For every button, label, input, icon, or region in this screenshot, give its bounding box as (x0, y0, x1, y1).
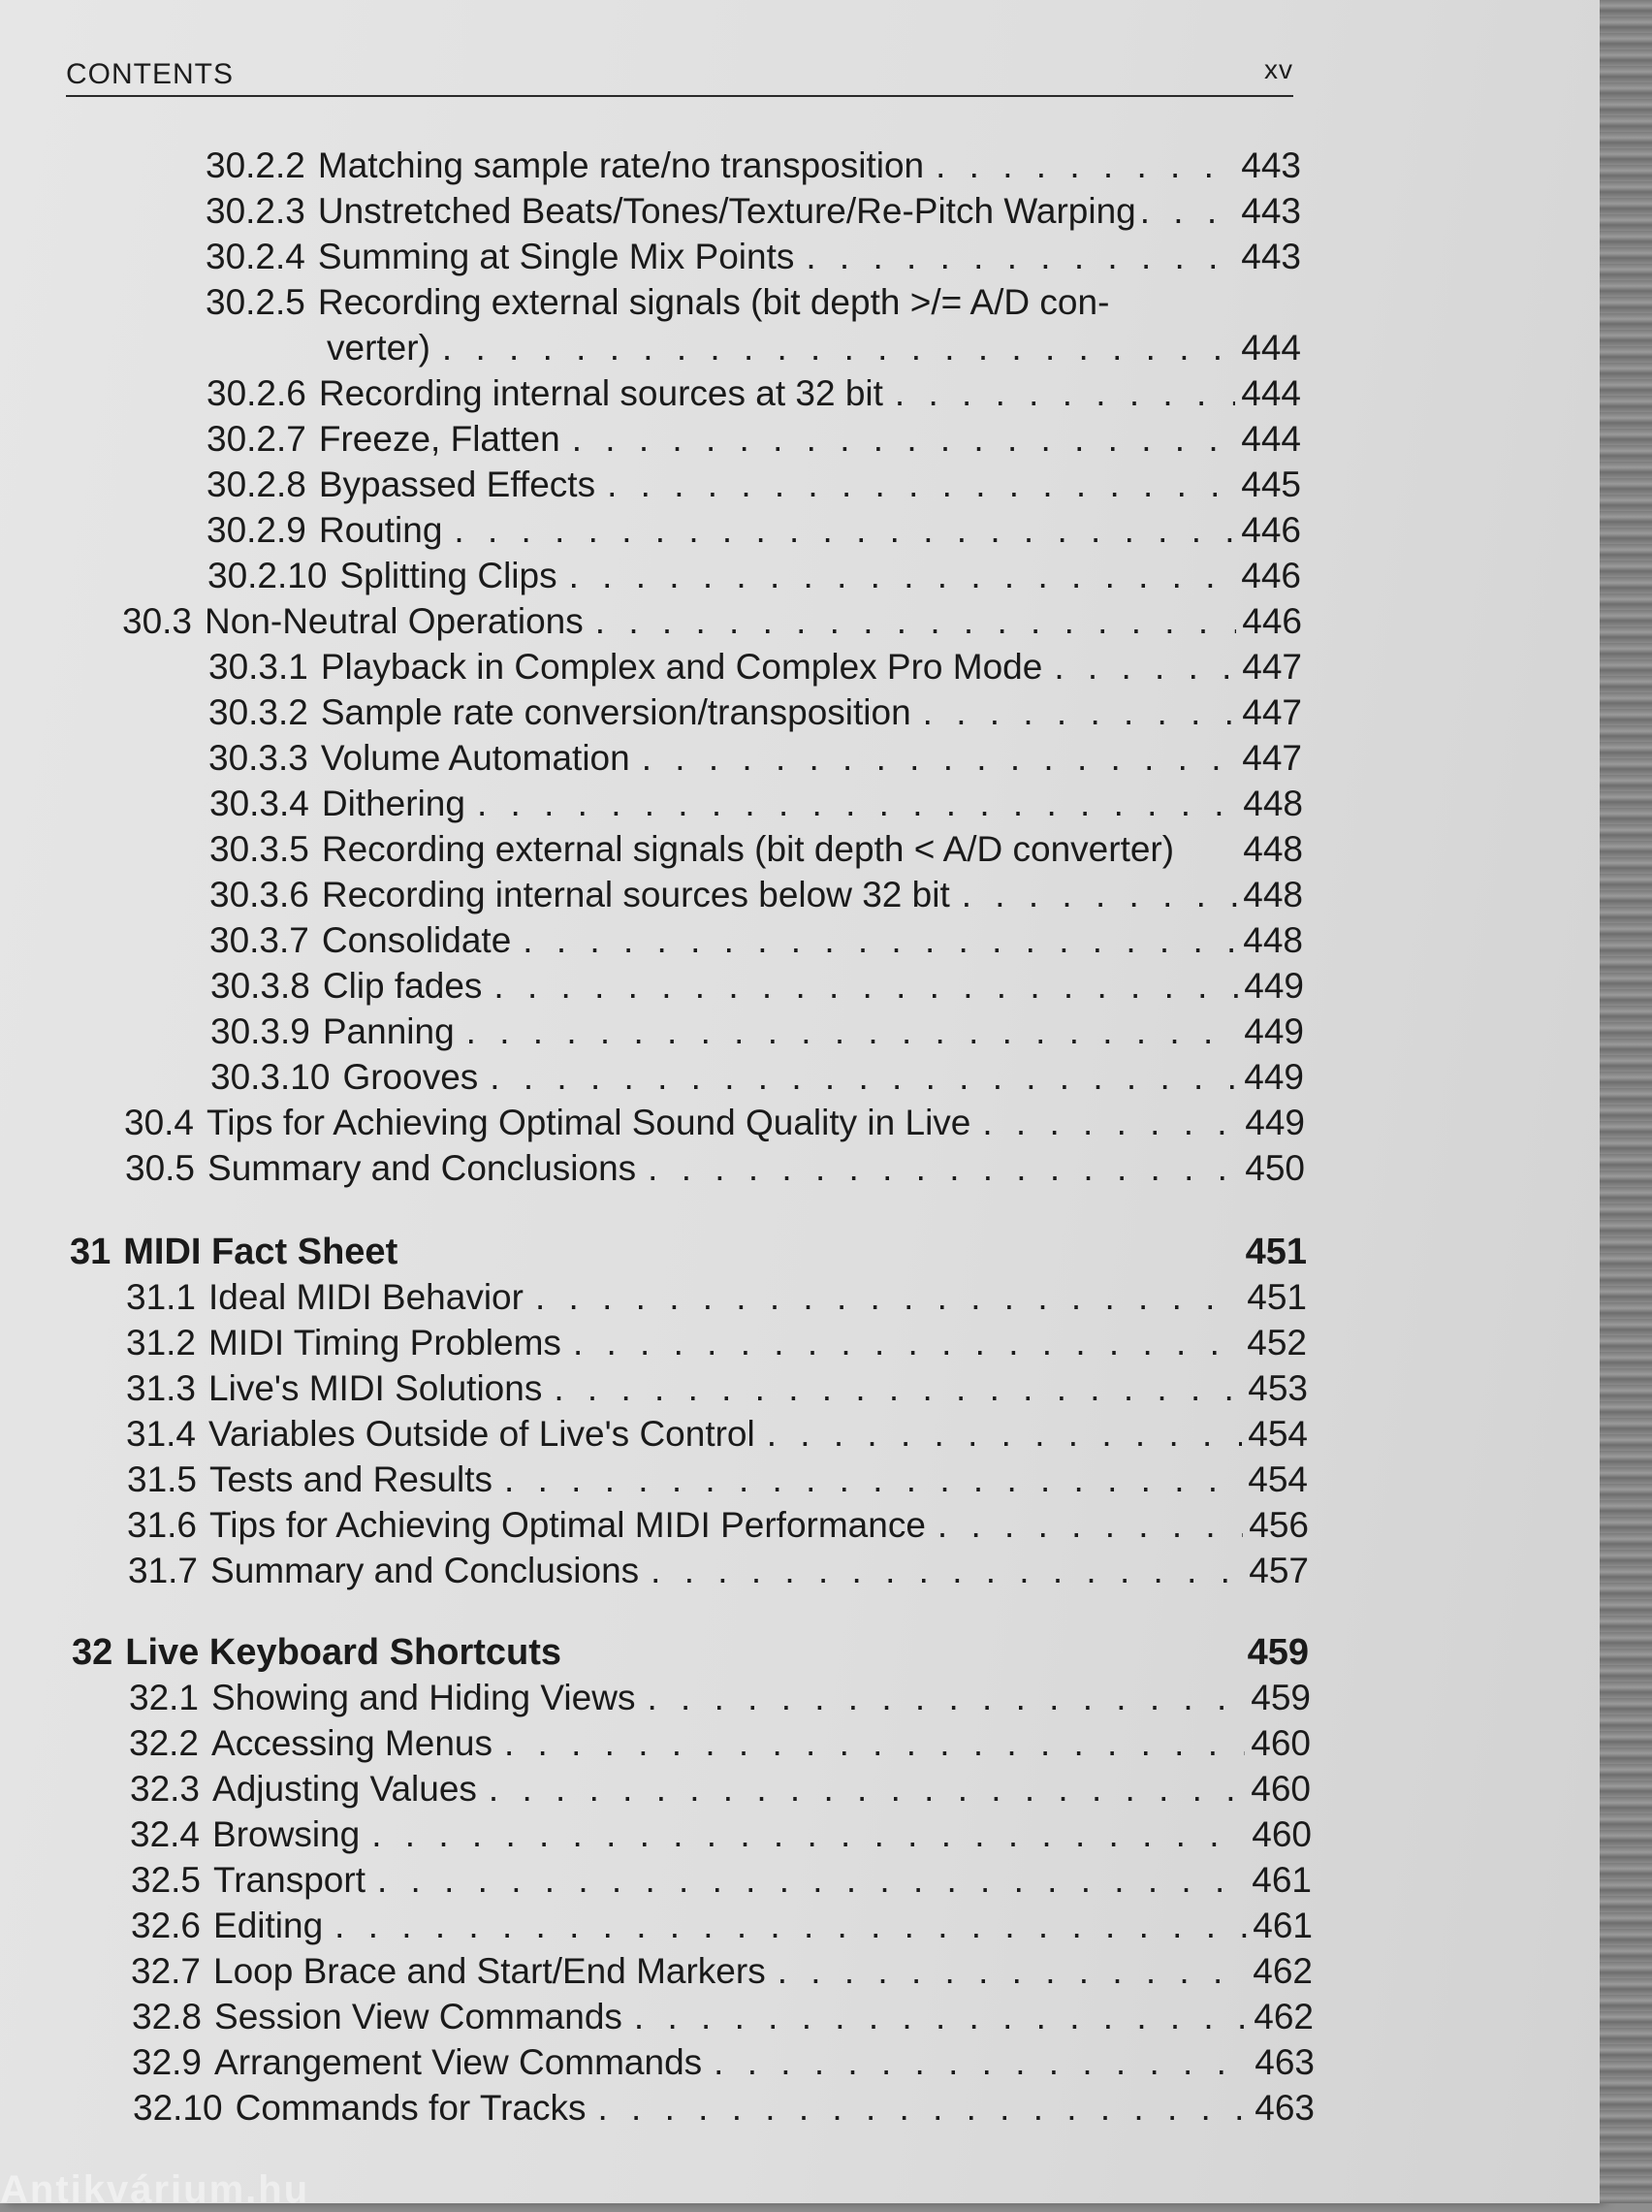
toc-entry-number: 30.3 (122, 601, 193, 641)
toc-entry-title: Browsing (212, 1814, 361, 1854)
toc-entry-title: Matching sample rate/no transposition (317, 145, 925, 185)
toc-entry (206, 419, 1301, 464)
toc-entry-title: Panning (322, 1011, 455, 1051)
dot-leader (937, 1505, 1243, 1546)
toc-entry-title: Live's MIDI Solutions (208, 1368, 543, 1408)
toc-entry (127, 1459, 1308, 1504)
dot-leader (334, 1906, 1247, 1946)
running-head (66, 50, 1293, 97)
toc-entry-title: Recording external signals (bit depth >/= A/D con- (317, 282, 1110, 322)
dot-leader (477, 784, 1237, 824)
dot-leader (523, 920, 1237, 961)
toc-entry-page: 456 (1249, 1505, 1309, 1545)
toc-entry (206, 510, 1301, 555)
toc-entry (126, 1368, 1308, 1413)
toc-entry-page: 459 (1251, 1678, 1311, 1717)
toc-entry-page: 443 (1241, 237, 1301, 276)
toc-entry (130, 1769, 1311, 1813)
toc-entry (208, 647, 1302, 691)
toc-entry-page: 448 (1243, 829, 1303, 869)
toc-entry-number: 30.3.1 (208, 647, 308, 687)
toc-entry-title: Freeze, Flatten (318, 419, 560, 459)
dot-leader (634, 1997, 1248, 2037)
toc-entry-title: Ideal MIDI Behavior (208, 1277, 524, 1317)
toc-entry-number: 30.3.4 (209, 784, 309, 823)
toc-entry (122, 601, 1302, 646)
dot-leader (569, 556, 1235, 596)
toc-entry-page: 451 (1247, 1277, 1307, 1317)
toc-entry (129, 1723, 1311, 1768)
dot-leader (489, 1769, 1245, 1810)
toc-entry-number: 32.5 (131, 1860, 202, 1900)
toc-entry-page: 446 (1242, 601, 1302, 641)
dot-leader (642, 738, 1236, 779)
toc-entry-number: 30.3.5 (209, 829, 309, 869)
toc-entry-page: 450 (1245, 1148, 1305, 1188)
toc-entry-title: Summary and Conclusions (207, 1148, 637, 1188)
toc-entry-page: 454 (1248, 1459, 1308, 1499)
toc-entry (131, 1860, 1312, 1905)
toc-entry-number: 30.3.8 (210, 966, 310, 1006)
toc-chapter-number: 32 (72, 1632, 113, 1673)
dot-leader (504, 1723, 1245, 1764)
toc-entry-title: Recording internal sources at 32 bit (318, 373, 883, 413)
toc-entry-page: 444 (1241, 373, 1301, 413)
dot-leader (806, 237, 1235, 277)
toc-entry-number: 30.3.7 (209, 920, 309, 960)
running-head-page-number: xv (1264, 54, 1293, 84)
toc-entry-page: 445 (1241, 465, 1301, 504)
toc-entry-page: 454 (1248, 1414, 1308, 1454)
toc-entry-title: Sample rate conversion/transposition (320, 692, 911, 732)
toc-entry (126, 1414, 1308, 1459)
dot-leader (595, 601, 1236, 642)
dot-leader (647, 1678, 1245, 1718)
toc-entry-number: 30.3.9 (210, 1011, 310, 1051)
toc-entry (206, 282, 1301, 327)
dot-leader (535, 1277, 1241, 1318)
toc-entry-number: 32.3 (130, 1769, 201, 1809)
toc-entry-page: 447 (1242, 738, 1302, 778)
dot-leader (714, 2042, 1249, 2083)
dot-leader (982, 1103, 1239, 1143)
toc-entry-number: 30.2.3 (206, 191, 305, 231)
toc-entry-title: Recording internal sources below 32 bit (321, 875, 950, 914)
toc-entry-title: Arrangement View Commands (214, 2042, 703, 2082)
toc-entry-title: Tips for Achieving Optimal MIDI Performance (209, 1505, 926, 1545)
dot-leader (607, 465, 1235, 505)
dot-leader (442, 328, 1235, 369)
toc-entry (206, 191, 1301, 236)
toc-entry-number: 30.5 (125, 1148, 196, 1188)
toc-entry (133, 2088, 1315, 2132)
toc-entry (132, 2042, 1315, 2087)
toc-entry (130, 1814, 1312, 1859)
toc-entry (124, 1103, 1305, 1147)
toc-entry-title: Routing (318, 510, 443, 550)
toc-entry-number: 31.6 (127, 1505, 198, 1545)
toc-entry-title: Tests and Results (209, 1459, 493, 1499)
toc-entry-title: Adjusting Values (212, 1769, 477, 1809)
toc-entry-title: Recording external signals (bit depth < A/D converter) (321, 829, 1175, 869)
toc-entry-title: Bypassed Effects (318, 465, 596, 504)
toc-entry-page: 448 (1243, 784, 1303, 823)
dot-leader (504, 1459, 1242, 1500)
toc-entry-page: 463 (1255, 2042, 1315, 2082)
toc-entry-title: Loop Brace and Start/End Markers (213, 1951, 766, 1991)
toc-entry-number: 31.3 (126, 1368, 197, 1408)
toc-chapter (70, 1232, 1307, 1276)
toc-entry-page: 446 (1241, 556, 1301, 595)
dot-leader (923, 692, 1236, 733)
toc-entry-number: 32.1 (129, 1678, 200, 1717)
toc-entry (210, 966, 1304, 1010)
toc-entry (208, 692, 1302, 737)
toc-entry (209, 784, 1303, 828)
toc-entry-number: 32.6 (131, 1906, 202, 1945)
toc-entry-title: Clip fades (322, 966, 483, 1006)
toc-chapter-title: MIDI Fact Sheet (123, 1232, 398, 1272)
toc-entry-page: 443 (1241, 145, 1301, 185)
toc-entry-title: Consolidate (321, 920, 512, 960)
toc-chapter (72, 1632, 1309, 1677)
toc-chapter-page: 451 (1245, 1232, 1307, 1272)
toc-entry-number: 30.2.5 (206, 282, 305, 322)
toc-entry-title: Dithering (321, 784, 465, 823)
toc-entry-continuation (327, 328, 1301, 372)
toc-entry-number: 32.4 (130, 1814, 201, 1854)
toc-entry-title: Tips for Achieving Optimal Sound Quality in Live (206, 1103, 971, 1142)
toc-entry-page: 462 (1254, 1997, 1314, 2036)
toc-entry-page: 444 (1241, 328, 1301, 368)
dot-leader (895, 373, 1235, 414)
toc-entry-page: 460 (1252, 1814, 1312, 1854)
toc-entry-title: Transport (213, 1860, 365, 1900)
toc-entry (209, 875, 1303, 919)
toc-entry (210, 1011, 1304, 1056)
toc-entry (206, 465, 1301, 509)
toc-entry-number: 30.2.4 (206, 237, 305, 276)
toc-entry-title: Splitting Clips (339, 556, 557, 595)
toc-entry (209, 829, 1303, 874)
toc-entry-number: 30.2.10 (207, 556, 328, 595)
toc-chapter-page: 459 (1247, 1632, 1309, 1673)
toc-entry-page: 457 (1249, 1551, 1309, 1590)
toc-entry-number: 31.2 (126, 1323, 197, 1362)
toc-entry-title: Editing (213, 1906, 324, 1945)
toc-entry-number: 30.3.10 (210, 1057, 331, 1097)
toc-entry-title: Summary and Conclusions (210, 1551, 640, 1590)
toc-entry-title: Playback in Complex and Complex Pro Mode (320, 647, 1043, 687)
book-binding-edge (1600, 0, 1652, 2203)
toc-entry-page: 447 (1242, 692, 1302, 732)
toc-entry-page: 463 (1255, 2088, 1315, 2128)
toc-entry (206, 237, 1301, 281)
toc-entry-title: Summing at Single Mix Points (317, 237, 795, 276)
toc-entry-page: 447 (1242, 647, 1302, 687)
dot-leader (1140, 191, 1237, 232)
dot-leader (651, 1551, 1243, 1591)
toc-entry-page: 444 (1241, 419, 1301, 459)
toc-entry-number: 30.3.3 (208, 738, 308, 778)
toc-entry-page: 449 (1245, 1103, 1305, 1142)
toc-entry (206, 373, 1301, 418)
toc-entry-page: 449 (1244, 1057, 1304, 1097)
dot-leader (962, 875, 1237, 915)
toc-entry (126, 1323, 1307, 1367)
toc-entry-page: 443 (1241, 191, 1301, 231)
toc-entry-title: verter) (327, 328, 430, 368)
toc-entry-number: 32.9 (132, 2042, 203, 2082)
toc-entry (131, 1951, 1313, 1996)
toc-entry-title: Non-Neutral Operations (205, 601, 584, 641)
toc-entry (209, 920, 1303, 965)
toc-entry-number: 30.4 (124, 1103, 195, 1142)
toc-entry-number: 30.3.2 (208, 692, 308, 732)
toc-entry-number: 30.2.9 (206, 510, 306, 550)
dot-leader (778, 1951, 1247, 1992)
dot-leader (466, 1011, 1238, 1052)
toc-entry-number: 30.3.6 (209, 875, 309, 914)
toc-entry (129, 1678, 1311, 1722)
toc-entry-title: Accessing Menus (211, 1723, 492, 1763)
toc-entry-title: Unstretched Beats/Tones/Texture/Re-Pitch Warping (317, 191, 1136, 231)
toc-entry-title: Volume Automation (320, 738, 630, 778)
dot-leader (767, 1414, 1242, 1455)
toc-entry (208, 738, 1302, 783)
toc-entry (125, 1148, 1305, 1193)
toc-entry (206, 145, 1301, 190)
toc-entry (210, 1057, 1304, 1102)
dot-leader (573, 1323, 1241, 1363)
dot-leader (648, 1148, 1239, 1189)
toc-entry-title: Commands for Tracks (235, 2088, 587, 2128)
toc-entry-number: 30.2.2 (206, 145, 305, 185)
toc-entry-title: Session View Commands (214, 1997, 622, 2036)
dot-leader (490, 1057, 1238, 1098)
toc-entry-title: Grooves (342, 1057, 479, 1097)
toc-entry-number: 31.5 (127, 1459, 198, 1499)
dot-leader (454, 510, 1235, 551)
toc-entry-page: 449 (1244, 966, 1304, 1006)
toc-entry-page: 461 (1252, 1860, 1312, 1900)
toc-entry (132, 1997, 1314, 2041)
dot-leader (493, 966, 1238, 1007)
toc-entry (126, 1277, 1307, 1322)
toc-entry-page: 449 (1244, 1011, 1304, 1051)
toc-chapter-title: Live Keyboard Shortcuts (125, 1632, 562, 1673)
watermark-logo: Antikvárium.hu (0, 2168, 310, 2211)
toc-entry-number: 32.7 (131, 1951, 202, 1991)
toc-entry-page: 460 (1251, 1769, 1311, 1809)
toc-entry (127, 1505, 1309, 1550)
toc-entry-page: 446 (1241, 510, 1301, 550)
toc-entry-number: 30.2.6 (206, 373, 306, 413)
dot-leader (936, 145, 1235, 186)
toc-entry (128, 1551, 1309, 1595)
toc-entry-page: 462 (1253, 1951, 1313, 1991)
toc-entry-title: Variables Outside of Live's Control (208, 1414, 755, 1454)
dot-leader (597, 2088, 1249, 2129)
dot-leader (572, 419, 1235, 460)
dot-leader (1054, 647, 1236, 688)
dot-leader (554, 1368, 1242, 1409)
toc-entry-number: 31.4 (126, 1414, 197, 1454)
toc-entry-number: 30.2.8 (206, 465, 306, 504)
toc-entry-page: 453 (1248, 1368, 1308, 1408)
toc-entry-number: 31.1 (126, 1277, 197, 1317)
toc-entry-number: 31.7 (128, 1551, 199, 1590)
toc-chapter-number: 31 (70, 1232, 111, 1272)
toc-entry-title: Showing and Hiding Views (211, 1678, 636, 1717)
toc-entry-page: 461 (1253, 1906, 1313, 1945)
toc-entry-number: 32.10 (133, 2088, 223, 2128)
toc-entry (131, 1906, 1313, 1950)
toc-entry-page: 448 (1243, 920, 1303, 960)
toc-entry-title: MIDI Timing Problems (208, 1323, 561, 1362)
toc-entry-page: 460 (1251, 1723, 1311, 1763)
toc-entry-page: 452 (1247, 1323, 1307, 1362)
dot-leader (371, 1814, 1246, 1855)
toc-entry (207, 556, 1301, 600)
dot-leader (377, 1860, 1246, 1901)
toc-entry-number: 30.2.7 (206, 419, 306, 459)
toc-entry-page: 448 (1243, 875, 1303, 914)
toc-entry-number: 32.2 (129, 1723, 200, 1763)
toc-entry-number: 32.8 (132, 1997, 203, 2036)
running-head-section: CONTENTS (66, 58, 234, 90)
